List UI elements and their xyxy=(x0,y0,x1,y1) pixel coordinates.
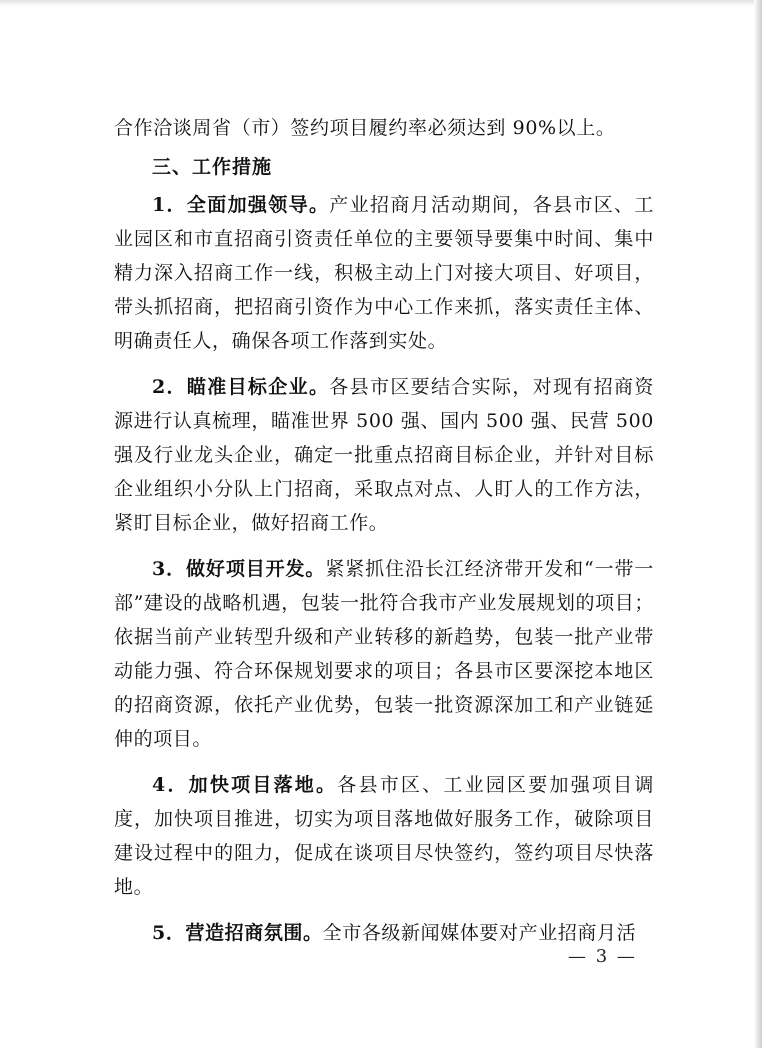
section-heading: 三、工作措施 xyxy=(152,156,273,178)
scan-edge-top xyxy=(0,0,762,6)
paragraph-1 xyxy=(114,188,654,358)
paragraph-2 xyxy=(114,370,654,540)
paragraph-body: 紧紧抓住沿长江经济带开发和“一带一部”建设的战略机遇，包装一批符合我市产业发展规划的项目；依据当前产业转型升级和产业转移的新趋势，包装一批产业带动能力强、符合环保规划要求的项目；各县市区要深挖本地区的招商资源，依托产业优势，包装一批资源深加工和产业链延伸的项目。 xyxy=(114,558,654,750)
document-page xyxy=(114,112,654,950)
paragraph-lead: 5．营造招商氛围。 xyxy=(152,922,323,944)
paragraph-lead: 1．全面加强领导。 xyxy=(152,194,330,216)
continuation-line: 合作洽谈周省（市）签约项目履约率必须达到 90%以上。 xyxy=(114,117,616,139)
paragraph-lead: 3．做好项目开发。 xyxy=(152,558,326,580)
paragraph-body: 各县市区、工业园区要加强项目调度，加快项目推进，切实为项目落地做好服务工作，破除项目建设过程中的阻力，促成在谈项目尽快签约，签约项目尽快落地。 xyxy=(114,774,654,898)
scan-edge-right xyxy=(754,0,762,1048)
page-number: — 3 — xyxy=(568,946,637,967)
paragraph-5 xyxy=(114,916,654,950)
paragraph-3 xyxy=(114,552,654,756)
paragraph-4 xyxy=(114,768,654,904)
paragraph-lead: 2．瞄准目标企业。 xyxy=(152,376,330,398)
paragraph-lead: 4．加快项目落地。 xyxy=(152,774,338,796)
paragraph-body: 各县市区要结合实际，对现有招商资源进行认真梳理，瞄准世界 500 强、国内 500 强、民营 500 强及行业龙头企业，确定一批重点招商目标企业，并针对目标企业组织小分队上门招商，采取点对点、人盯人的工作方法，紧盯目标企业，做好招商工作。 xyxy=(114,376,655,534)
paragraph-body: 全市各级新闻媒体要对产业招商月活 xyxy=(322,922,637,944)
paragraph-body: 产业招商月活动期间，各县市区、工业园区和市直招商引资责任单位的主要领导要集中时间、集中精力深入招商工作一线，积极主动上门对接大项目、好项目，带头抓招商，把招商引资作为中心工作来抓，落实责任主体、明确责任人，确保各项工作落到实处。 xyxy=(114,194,655,352)
